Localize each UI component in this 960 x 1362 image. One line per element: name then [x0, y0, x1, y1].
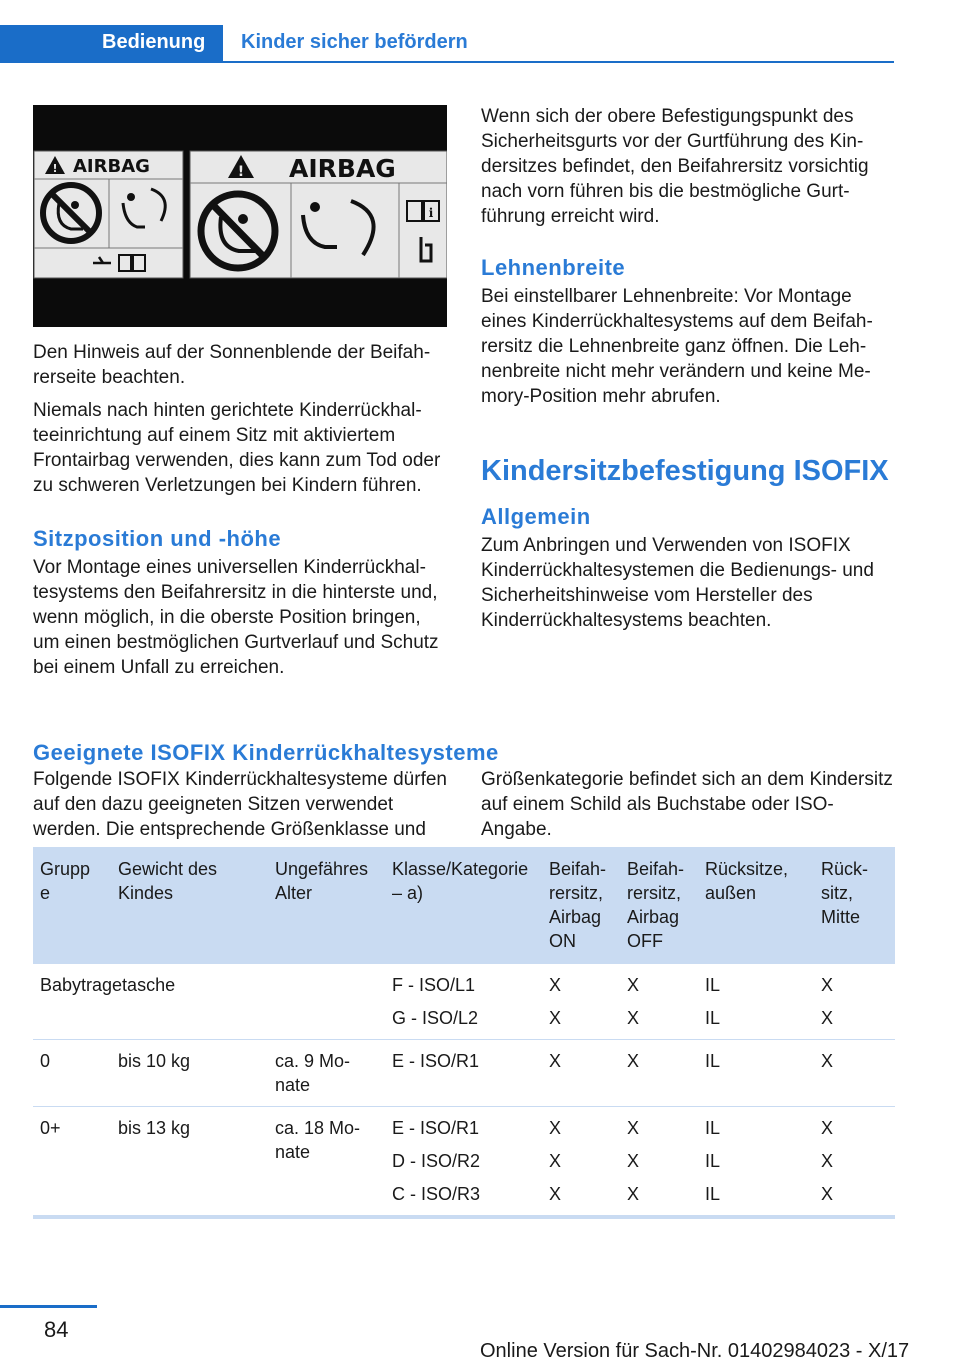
cell-aussen: IL [698, 1040, 814, 1107]
cell-airbag-off: X [620, 1040, 698, 1107]
col-header-klasse: Klasse/Kategorie – a) [385, 847, 542, 964]
cell-airbag-off: X X [620, 964, 698, 1040]
heading-isofix: Kindersitzbefestigung ISOFIX [481, 455, 889, 487]
cell-aussen: IL IL IL [698, 1107, 814, 1218]
allgemein-text: Zum Anbringen und Verwenden von ISOFIX Kinderrückhaltesystemen die Bedienungs- und Sicherheitshinweise vom Hersteller des Kinderrückhaltesystems beachten. [481, 535, 874, 631]
cell-gewicht: bis 10 kg [111, 1040, 268, 1107]
cell-gruppe: 0 [33, 1040, 111, 1107]
rear-facing-warning: Niemals nach hinten gerichtete Kinderrückhalteeinrichtung auf einem Sitz mit aktiviertem Frontairbag verwenden, dies kann zum Tod oder zu schweren Verletzungen bei Kindern führen. [33, 400, 441, 496]
table-header-row [33, 847, 895, 964]
cell-airbag-off: X X X [620, 1107, 698, 1218]
table-row [33, 1040, 895, 1107]
cell-gewicht: bis 13 kg [111, 1107, 268, 1218]
airbag-warning-photo [33, 105, 447, 327]
sun-visor-note: Den Hinweis auf der Sonnenblende der Beifahrerseite beachten. [33, 342, 431, 388]
cell-mitte: X X X [814, 1107, 895, 1218]
footer-rule [0, 1305, 97, 1308]
cell-gruppe: 0+ [33, 1107, 111, 1218]
heading-lehnenbreite: Lehnenbreite [481, 255, 626, 280]
col-header-ruecksitze-aussen: Rücksitze, außen [698, 847, 814, 964]
svg-text:AIRBAG: AIRBAG [73, 156, 150, 177]
col-header-gewicht: Gewicht des Kindes [111, 847, 268, 964]
airbag-label-small [34, 151, 183, 278]
online-version-note: Online Version für Sach-Nr. 01402984023 - X/17 [480, 1340, 910, 1362]
page-header [0, 25, 894, 63]
cell-klasse: E - ISO/R1 [385, 1040, 542, 1107]
heading-geeignete-isofix: Geeignete ISOFIX Kinderrückhaltesysteme [33, 740, 499, 765]
chapter-tab-bedienung[interactable]: Bedienung [0, 25, 223, 63]
cell-airbag-on: X [542, 1040, 620, 1107]
cell-klasse: F - ISO/L1 G - ISO/L2 [385, 964, 542, 1040]
table-row [33, 1107, 895, 1218]
section-tab-kinder[interactable]: Kinder sicher befördern [241, 31, 468, 53]
lehnenbreite-text: Bei einstellbarer Lehnenbreite: Vor Montage eines Kinderrückhaltesystems auf dem Beifahrersitz die Lehnenbreite ganz öffnen. Die Lehnenbreite nicht mehr verändern und keine Memory-Position mehr abrufen. [481, 286, 873, 407]
right-column [481, 104, 897, 633]
cell-mitte: X X [814, 964, 895, 1040]
col-header-alter: Ungefähres Alter [268, 847, 385, 964]
page-number: 84 [44, 1317, 69, 1342]
svg-text:i: i [428, 206, 434, 220]
airbag-label-large [190, 151, 447, 278]
heading-allgemein: Allgemein [481, 504, 591, 529]
svg-text:!: ! [52, 162, 58, 175]
cell-aussen: IL IL [698, 964, 814, 1040]
svg-text:!: ! [237, 164, 245, 180]
anchor-point-text: Wenn sich der obere Befestigungspunkt des Sicherheitsgurts vor der Gurtführung des Kindersitzes befindet, den Beifahrersitz vorsichtig nach vorn führen bis die bestmögliche Gurtführung erreicht wird. [481, 106, 869, 227]
col-header-airbag-on: Beifahrersitz, Airbag ON [542, 847, 620, 964]
isofix-table [33, 847, 895, 1219]
col-header-ruecksitz-mitte: Rücksitz, Mitte [814, 847, 895, 964]
geeignete-intro-right: Größenkategorie befindet sich an dem Kindersitz auf einem Schild als Buchstabe oder ISO-Angabe. [481, 769, 893, 840]
col-header-airbag-off: Beifahrersitz, Airbag OFF [620, 847, 698, 964]
cell-airbag-on: X X X [542, 1107, 620, 1218]
cell-gruppe: Babytragetasche [33, 964, 385, 1040]
col-header-gruppe: Grupp e [33, 847, 111, 964]
cell-alter: ca. 9 Monate [268, 1040, 385, 1107]
heading-sitzposition: Sitzposition und -höhe [33, 526, 282, 551]
sitzposition-text: Vor Montage eines universellen Kinderrückhaltesystems den Beifahrersitz in die hinterste und, wenn möglich, in die oberste Position bringen, um einen bestmöglichen Gurtverlauf und Schutz bei einem Unfall zu erreichen. [33, 557, 439, 678]
cell-airbag-on: X X [542, 964, 620, 1040]
table-row [33, 964, 895, 1040]
geeignete-intro-left: Folgende ISOFIX Kinderrückhaltesysteme dürfen auf den dazu geeigneten Sitzen verwendet werden. Die entsprechende Größenklasse und [33, 769, 447, 840]
cell-alter: ca. 18 Monate [268, 1107, 385, 1218]
cell-mitte: X [814, 1040, 895, 1107]
cell-klasse: E - ISO/R1 D - ISO/R2 C - ISO/R3 [385, 1107, 542, 1218]
svg-text:AIRBAG: AIRBAG [289, 154, 396, 183]
left-column [33, 340, 449, 680]
